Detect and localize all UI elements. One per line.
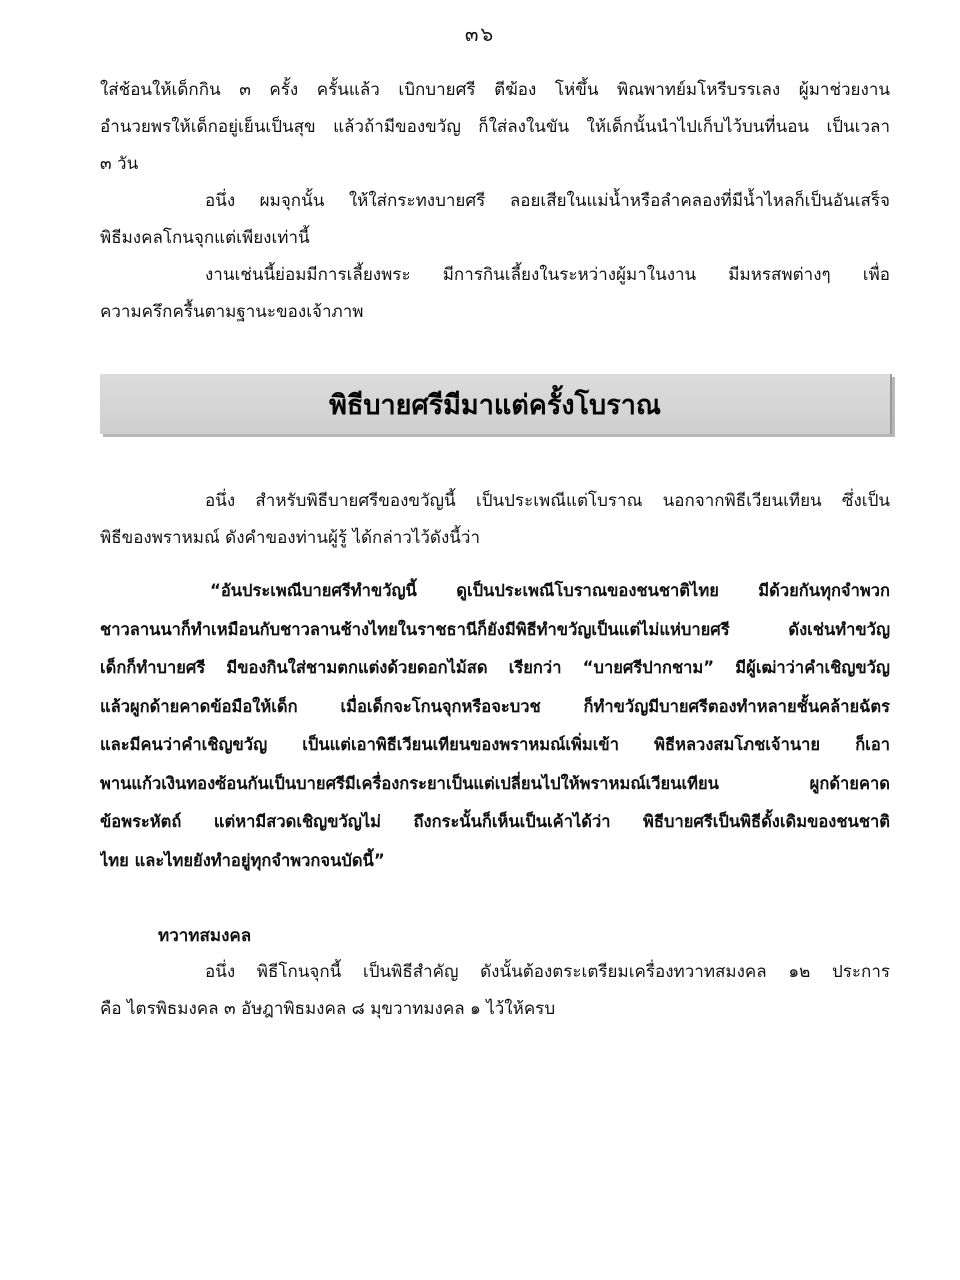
quote-line: และมีคนว่าคำเชิญขวัญ เป็นแต่เอาพิธีเวียนเทียนของพราหมณ์เพิ่มเข้า พิธีหลวงสมโภชเจ้านาย ก็เอา <box>100 735 890 754</box>
text-line: อนึ่ง ผมจุกนั้น ให้ใส่กระทงบายศรี ลอยเสียในแม่น้ำหรือลำคลองที่มีน้ำไหลก็เป็นอันเสร็จ <box>205 191 890 211</box>
final-paragraph <box>100 954 890 1028</box>
subheading: ทวาทสมงคล <box>158 926 252 946</box>
text-line: คือ ไตรพิธมงคล ๓ อัษฎาพิธมงคล ๘ มุขวาทมงคล ๑ ไว้ให้ครบ <box>100 999 556 1019</box>
quote-line: ชาวลานนาก็ทำเหมือนกับชาวลานช้างไทยในราชธานีก็ยังมีพิธีทำขวัญเป็นแต่ไม่แห่บายศรี ดังเช่นทำขวัญ <box>100 619 890 639</box>
quote-line: “อันประเพณีบายศรีทำขวัญนี้ ดูเป็นประเพณีโบราณของชนชาติไทย มีด้วยกันทุกจำพวก <box>210 581 890 600</box>
text-line: ใส่ช้อนให้เด็กกิน ๓ ครั้ง ครั้นแล้ว เบิกบายศรี ตีฆ้อง โห่ขึ้น พิณพาทย์มโหรีบรรเลง ผู้มาช่วยงาน <box>100 80 890 100</box>
text-line: ความครึกครื้นตามฐานะของเจ้าภาพ <box>100 302 364 322</box>
quote-line: แล้วผูกด้ายคาดข้อมือให้เด็ก เมื่อเด็กจะโกนจุกหรือจะบวช ก็ทำขวัญมีบายศรีตองทำหลายชั้นคล้ายฉัตร <box>100 696 890 716</box>
text-line: ๓ วัน <box>100 154 139 174</box>
text-line: พิธีมงคลโกนจุกแต่เพียงเท่านี้ <box>100 228 310 248</box>
page-number: ๓๖ <box>464 22 496 46</box>
section-heading: พิธีบายศรีมีมาแต่ครั้งโบราณ <box>329 389 661 421</box>
quotation-block <box>100 572 890 880</box>
quote-line: ข้อพระหัตถ์ แต่หามีสวดเชิญขวัญไม่ ถึงกระนั้นก็เห็นเป็นเค้าได้ว่า พิธีบายศรีเป็นพิธีดั้งเดิมของชนชาติ <box>100 812 890 831</box>
section-intro <box>100 483 890 557</box>
text-line: อำนวยพรให้เด็กอยู่เย็นเป็นสุข แล้วถ้ามีของขวัญ ก็ใส่ลงในขัน ให้เด็กนั้นนำไปเก็บไว้บนที่นอน เป็นเวลา <box>100 117 890 137</box>
section-heading-box <box>100 374 892 434</box>
quote-line: เด็กก็ทำบายศรี มีของกินใส่ชามตกแต่งด้วยดอกไม้สด เรียกว่า “บายศรีปากชาม” มีผู้เฒ่าว่าคำเชิญขวัญ <box>100 658 890 677</box>
text-line: งานเช่นนี้ย่อมมีการเลี้ยงพระ มีการกินเลี้ยงในระหว่างผู้มาในงาน มีมหรสพต่างๆ เพื่อ <box>205 265 890 285</box>
text-line: อนึ่ง สำหรับพิธีบายศรีของขวัญนี้ เป็นประเพณีแต่โบราณ นอกจากพิธีเวียนเทียน ซึ่งเป็น <box>205 491 890 511</box>
intro-text <box>100 72 890 331</box>
quote-line: ไทย และไทยยังทำอยู่ทุกจำพวกจนบัดนี้” <box>100 850 385 870</box>
quote-line: พานแก้วเงินทองซ้อนกันเป็นบายศรีมีเครื่องกระยาเป็นแต่เปลี่ยนไปให้พราหมณ์เวียนเทียน ผูกด้ายคาด <box>100 773 890 793</box>
text-line: พิธีของพราหมณ์ ดังคำของท่านผู้รู้ ได้กล่าวไว้ดังนี้ว่า <box>100 528 480 548</box>
text-line: อนึ่ง พิธีโกนจุกนี้ เป็นพิธีสำคัญ ดังนั้นต้องตระเตรียมเครื่องทวาทสมงคล ๑๒ ประการ <box>205 962 890 982</box>
